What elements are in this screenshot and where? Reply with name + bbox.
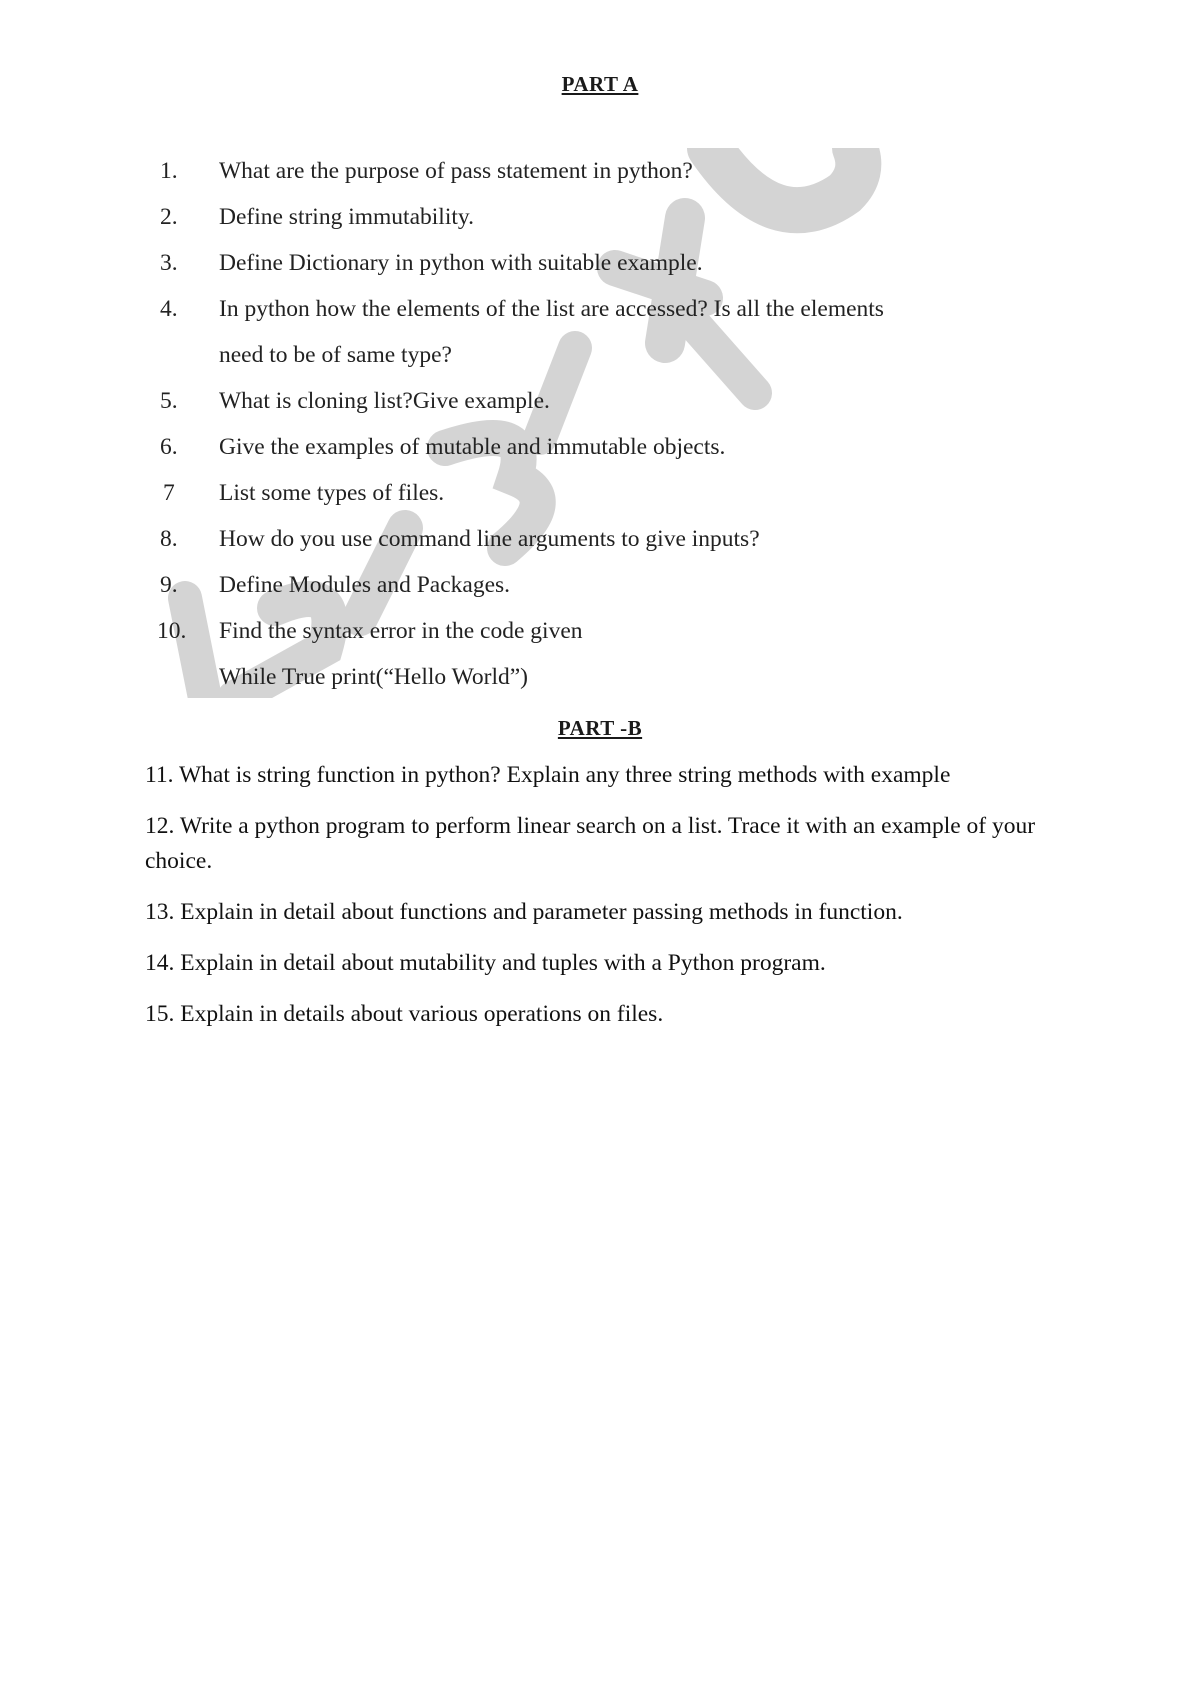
question-number: 3.	[160, 250, 178, 276]
part-b-question-14: 14. Explain in detail about mutability and tuples with a Python program.	[145, 950, 826, 976]
question-text: How do you use command line arguments to give inputs?	[219, 526, 760, 552]
question-code: While True print(“Hello World”)	[219, 664, 528, 690]
part-a-section	[145, 148, 1045, 698]
part-a-question-3	[145, 240, 1039, 286]
question-number: 7	[163, 480, 175, 506]
part-a-question-4	[145, 286, 1039, 378]
question-line: In python how the elements of the list are accessed? Is all the elements	[219, 296, 884, 322]
part-a-question-list	[145, 148, 1039, 698]
question-text	[219, 286, 1039, 378]
question-text: Define Dictionary in python with suitable example.	[219, 250, 703, 276]
part-a-question-2	[145, 194, 1039, 240]
part-a-question-7	[145, 470, 1039, 516]
question-number: 4.	[160, 296, 178, 322]
question-text: What is cloning list?Give example.	[219, 388, 550, 414]
part-b-question-11: 11. What is string function in python? Explain any three string methods with example	[145, 762, 951, 788]
part-b-question-list	[145, 758, 1065, 1048]
question-text: Give the examples of mutable and immutable objects.	[219, 434, 726, 460]
part-a-question-5	[145, 378, 1039, 424]
question-number: 6.	[160, 434, 178, 460]
question-text: What are the purpose of pass statement in python?	[219, 158, 693, 184]
part-a-question-10	[145, 608, 1039, 698]
question-line: Find the syntax error in the code given	[219, 618, 583, 644]
question-text: List some types of files.	[219, 480, 445, 506]
part-b-question-13: 13. Explain in detail about functions and parameter passing methods in function.	[145, 899, 903, 925]
question-number: 8.	[160, 526, 178, 552]
part-b-question-15: 15. Explain in details about various operations on files.	[145, 1001, 664, 1027]
question-number: 9.	[160, 572, 178, 598]
part-b-title: PART -B	[557, 716, 643, 740]
part-a-question-6	[145, 424, 1039, 470]
question-text: Define string immutability.	[219, 204, 474, 230]
part-a-title: PART A	[561, 72, 639, 96]
question-number: 2.	[160, 204, 178, 230]
question-number: 5.	[160, 388, 178, 414]
question-text	[219, 608, 1039, 698]
part-a-question-9	[145, 562, 1039, 608]
part-a-question-1	[145, 148, 1039, 194]
part-b-question-12: 12. Write a python program to perform linear search on a list. Trace it with an example of your choice.	[145, 813, 1036, 874]
question-continuation: need to be of same type?	[219, 342, 452, 368]
part-a-question-8	[145, 516, 1039, 562]
question-number: 1.	[160, 158, 178, 184]
question-number: 10.	[157, 618, 187, 644]
question-text: Define Modules and Packages.	[219, 572, 511, 598]
